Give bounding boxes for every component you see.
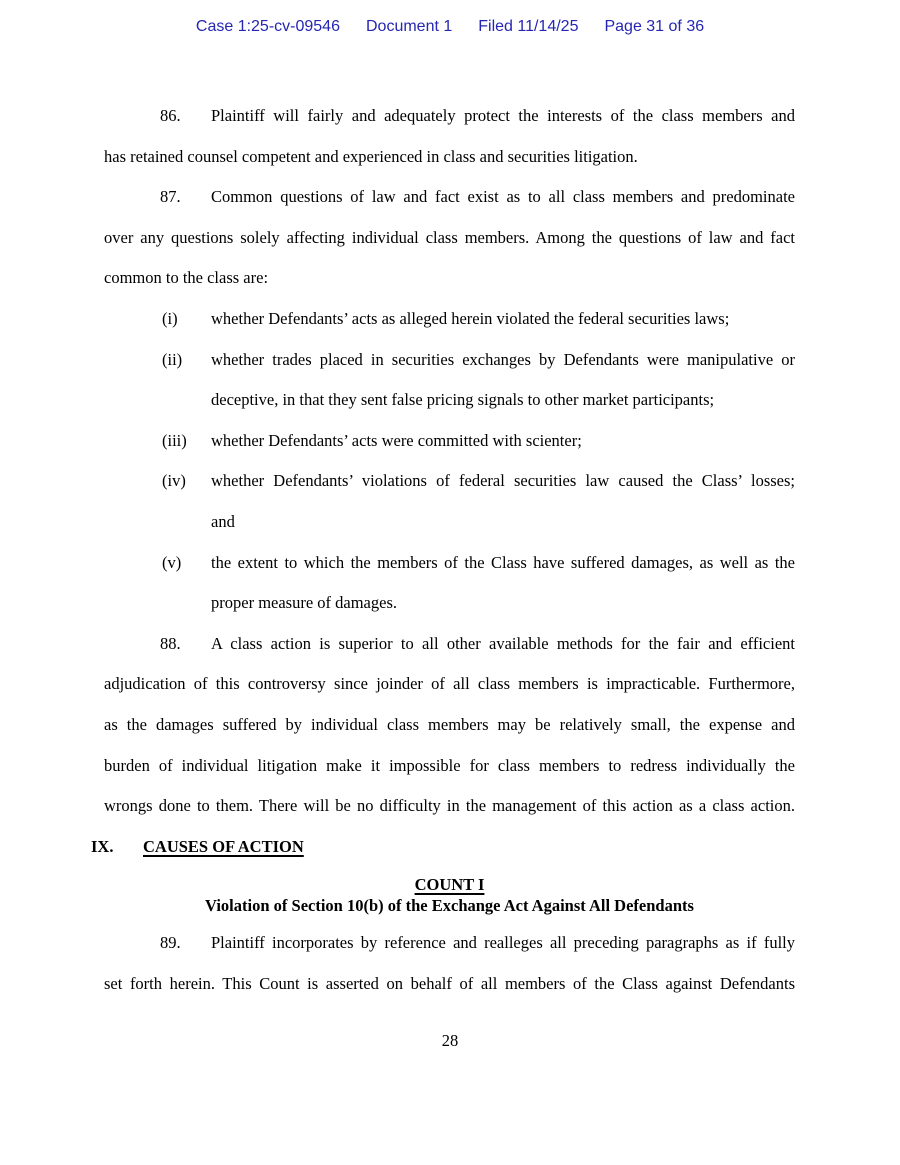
list-marker: (v) — [162, 552, 182, 572]
list-item-v — [162, 543, 795, 624]
section-heading-causes-of-action — [91, 827, 795, 868]
list-item-iii — [162, 421, 795, 462]
text-line: (iii) whether Defendants’ acts were committed with scienter; — [211, 421, 795, 462]
text-line: 87. Common questions of law and fact exist as to all class members and predominate — [104, 177, 795, 218]
text-line: (i) whether Defendants’ acts as alleged herein violated the federal securities laws; — [211, 299, 795, 340]
list-marker: (iv) — [162, 471, 186, 491]
count-subtitle: Violation of Section 10(b) of the Exchange Act Against All Defendants — [205, 895, 694, 915]
list-marker: (ii) — [162, 349, 183, 369]
text-line: has retained counsel competent and experienced in class and securities litigation. — [104, 146, 638, 166]
stamp-page-label: Page 31 of 36 — [604, 18, 705, 35]
text-line: common to the class are: — [104, 268, 269, 288]
text-line: wrongs done to them. There will be no difficulty in the management of this action as a class action. — [104, 796, 795, 816]
paragraph-89 — [104, 923, 795, 1004]
text-line: proper measure of damages. — [211, 593, 398, 613]
document-body — [91, 96, 795, 1004]
text-line: 89. Plaintiff incorporates by reference and realleges all preceding paragraphs as if fully — [104, 923, 795, 964]
text-line: deceptive, in that they sent false pricing signals to other market participants; — [211, 390, 715, 410]
text-line: (ii) whether trades placed in securities exchanges by Defendants were manipulative or — [211, 340, 795, 381]
list-item-iv — [162, 461, 795, 542]
count-title: COUNT I — [414, 875, 485, 895]
text-line: over any questions solely affecting individual class members. Among the questions of law and fact — [104, 227, 795, 247]
stamp-case-number: Case 1:25-cv-09546 — [195, 18, 340, 35]
paragraph-86 — [104, 96, 795, 177]
paragraph-number: 89. — [160, 933, 181, 953]
paragraph-number: 88. — [160, 633, 181, 653]
list-marker: (i) — [162, 308, 178, 328]
text-line: and — [211, 511, 235, 531]
paragraph-87 — [104, 177, 795, 299]
list-marker: (iii) — [162, 430, 187, 450]
ecf-stamp-header — [0, 17, 900, 37]
text-line: burden of individual litigation make it impossible for class members to redress individually the — [104, 755, 795, 775]
stamp-document-label: Document 1 — [365, 18, 453, 35]
section-title: CAUSES OF ACTION — [143, 836, 304, 856]
page-number: 28 — [441, 1031, 459, 1050]
text-line: adjudication of this controversy since joinder of all class members is impracticable. Furthermore, — [104, 674, 795, 694]
text-line: (v) the extent to which the members of the Class have suffered damages, as well as the — [211, 543, 795, 584]
text-line: 88. A class action is superior to all other available methods for the fair and efficient — [104, 624, 795, 665]
paragraph-number: 87. — [160, 187, 181, 207]
stamp-filed-date: Filed 11/14/25 — [478, 18, 579, 35]
list-item-ii — [162, 340, 795, 421]
section-number: IX. — [91, 836, 114, 856]
paragraph-88 — [104, 624, 795, 827]
text-line: set forth herein. This Count is asserted on behalf of all members of the Class against Defendants — [104, 973, 795, 993]
count-heading-block — [104, 875, 795, 916]
text-line: as the damages suffered by individual class members may be relatively small, the expense and — [104, 714, 795, 734]
paragraph-number: 86. — [160, 106, 181, 125]
text-line: (iv) whether Defendants’ violations of federal securities law caused the Class’ losses; — [211, 461, 795, 502]
list-item-i — [162, 299, 795, 340]
text-line: 86. Plaintiff will fairly and adequately protect the interests of the class members and — [104, 96, 795, 137]
